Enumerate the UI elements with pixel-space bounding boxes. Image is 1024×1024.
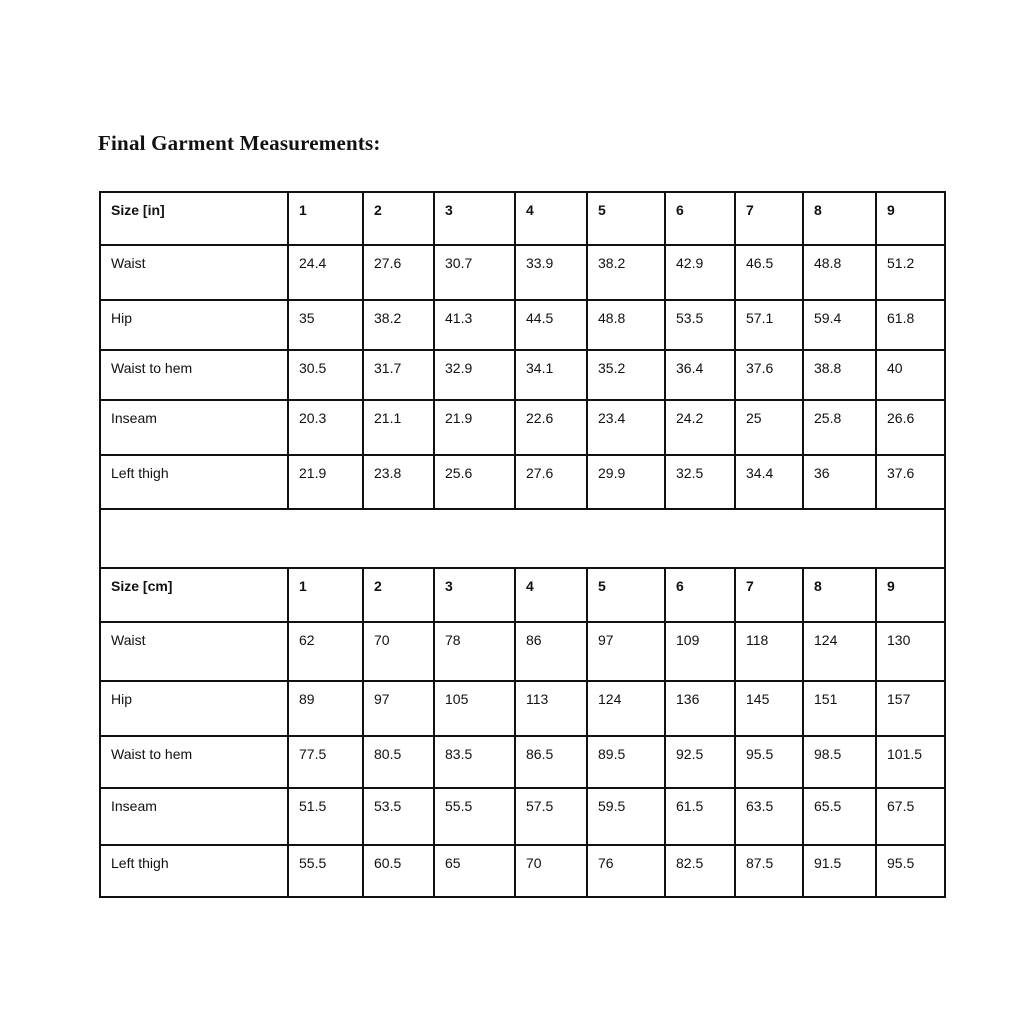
measurement-label: Hip <box>100 681 288 736</box>
measurement-value: 130 <box>876 622 945 681</box>
size-header-cell: 2 <box>363 568 434 622</box>
measurement-value: 136 <box>665 681 735 736</box>
measurement-value: 97 <box>587 622 665 681</box>
measurement-value: 86 <box>515 622 587 681</box>
measurement-value: 61.8 <box>876 300 945 350</box>
measurement-value: 27.6 <box>515 455 587 509</box>
measurement-value: 57.1 <box>735 300 803 350</box>
size-header-cell: 6 <box>665 192 735 245</box>
measurements-table <box>99 191 946 898</box>
measurement-label: Inseam <box>100 400 288 455</box>
measurement-value: 36 <box>803 455 876 509</box>
size-header-cell: 2 <box>363 192 434 245</box>
measurement-value: 53.5 <box>665 300 735 350</box>
measurement-value: 48.8 <box>803 245 876 300</box>
measurement-value: 61.5 <box>665 788 735 845</box>
measurement-value: 38.2 <box>587 245 665 300</box>
measurement-value: 55.5 <box>434 788 515 845</box>
size-header-cell: 4 <box>515 568 587 622</box>
measurement-value: 95.5 <box>735 736 803 788</box>
size-header-cell: 3 <box>434 192 515 245</box>
page-title: Final Garment Measurements: <box>98 131 381 155</box>
centimeters-table-row <box>100 681 945 736</box>
measurement-value: 21.9 <box>434 400 515 455</box>
measurement-label: Left thigh <box>100 455 288 509</box>
measurement-value: 25 <box>735 400 803 455</box>
measurement-value: 83.5 <box>434 736 515 788</box>
measurement-value: 145 <box>735 681 803 736</box>
measurement-value: 32.5 <box>665 455 735 509</box>
measurement-value: 157 <box>876 681 945 736</box>
size-header-cell: 5 <box>587 192 665 245</box>
measurement-value: 105 <box>434 681 515 736</box>
measurement-value: 65 <box>434 845 515 897</box>
measurement-value: 36.4 <box>665 350 735 400</box>
measurement-value: 124 <box>803 622 876 681</box>
measurement-value: 82.5 <box>665 845 735 897</box>
measurement-value: 24.4 <box>288 245 363 300</box>
measurement-value: 38.8 <box>803 350 876 400</box>
measurement-value: 86.5 <box>515 736 587 788</box>
measurement-value: 40 <box>876 350 945 400</box>
measurement-value: 48.8 <box>587 300 665 350</box>
measurement-value: 97 <box>363 681 434 736</box>
measurement-label: Inseam <box>100 788 288 845</box>
measurement-value: 25.8 <box>803 400 876 455</box>
size-header-cell: 1 <box>288 192 363 245</box>
measurement-value: 89 <box>288 681 363 736</box>
size-header-cell: 6 <box>665 568 735 622</box>
measurement-value: 91.5 <box>803 845 876 897</box>
inches-table-row <box>100 455 945 509</box>
centimeters-table-row <box>100 845 945 897</box>
measurement-value: 37.6 <box>735 350 803 400</box>
measurement-value: 109 <box>665 622 735 681</box>
measurement-value: 59.4 <box>803 300 876 350</box>
inches-table-row <box>100 245 945 300</box>
section-spacer <box>100 509 945 568</box>
measurement-value: 32.9 <box>434 350 515 400</box>
centimeters-table-row <box>100 622 945 681</box>
measurement-value: 101.5 <box>876 736 945 788</box>
measurement-value: 46.5 <box>735 245 803 300</box>
measurement-value: 62 <box>288 622 363 681</box>
measurement-value: 92.5 <box>665 736 735 788</box>
measurement-value: 51.5 <box>288 788 363 845</box>
inches-table-row <box>100 300 945 350</box>
measurement-value: 24.2 <box>665 400 735 455</box>
measurement-value: 35 <box>288 300 363 350</box>
measurement-value: 34.1 <box>515 350 587 400</box>
measurement-value: 23.8 <box>363 455 434 509</box>
measurement-value: 60.5 <box>363 845 434 897</box>
measurement-value: 30.7 <box>434 245 515 300</box>
size-header-cell: 7 <box>735 192 803 245</box>
measurement-value: 87.5 <box>735 845 803 897</box>
measurement-value: 25.6 <box>434 455 515 509</box>
measurement-value: 27.6 <box>363 245 434 300</box>
measurement-label: Waist to hem <box>100 350 288 400</box>
measurement-value: 89.5 <box>587 736 665 788</box>
measurement-value: 80.5 <box>363 736 434 788</box>
measurement-value: 65.5 <box>803 788 876 845</box>
measurement-value: 51.2 <box>876 245 945 300</box>
size-header-cell: 1 <box>288 568 363 622</box>
measurement-value: 70 <box>515 845 587 897</box>
measurement-value: 26.6 <box>876 400 945 455</box>
measurement-value: 21.1 <box>363 400 434 455</box>
measurement-value: 124 <box>587 681 665 736</box>
measurement-value: 98.5 <box>803 736 876 788</box>
measurement-value: 151 <box>803 681 876 736</box>
section-spacer-row <box>100 509 945 568</box>
size-header-cell: 9 <box>876 192 945 245</box>
size-header-cell: 8 <box>803 192 876 245</box>
measurement-value: 41.3 <box>434 300 515 350</box>
measurement-value: 38.2 <box>363 300 434 350</box>
measurement-value: 29.9 <box>587 455 665 509</box>
measurement-value: 44.5 <box>515 300 587 350</box>
measurement-value: 35.2 <box>587 350 665 400</box>
measurement-value: 78 <box>434 622 515 681</box>
size-header-cell: 3 <box>434 568 515 622</box>
measurement-value: 77.5 <box>288 736 363 788</box>
measurement-label: Waist <box>100 245 288 300</box>
measurement-value: 70 <box>363 622 434 681</box>
size-header-cell: 9 <box>876 568 945 622</box>
measurement-value: 37.6 <box>876 455 945 509</box>
measurement-value: 34.4 <box>735 455 803 509</box>
measurement-value: 30.5 <box>288 350 363 400</box>
measurement-value: 113 <box>515 681 587 736</box>
measurement-value: 33.9 <box>515 245 587 300</box>
measurement-value: 31.7 <box>363 350 434 400</box>
measurement-value: 63.5 <box>735 788 803 845</box>
centimeters-table-row <box>100 736 945 788</box>
measurement-value: 22.6 <box>515 400 587 455</box>
measurement-label: Hip <box>100 300 288 350</box>
size-unit-label: Size [cm] <box>100 568 288 622</box>
measurement-value: 59.5 <box>587 788 665 845</box>
measurement-value: 76 <box>587 845 665 897</box>
measurement-value: 118 <box>735 622 803 681</box>
size-unit-label: Size [in] <box>100 192 288 245</box>
measurement-value: 67.5 <box>876 788 945 845</box>
measurement-label: Waist <box>100 622 288 681</box>
measurement-value: 21.9 <box>288 455 363 509</box>
centimeters-table-row <box>100 788 945 845</box>
inches-table-row <box>100 400 945 455</box>
measurement-value: 95.5 <box>876 845 945 897</box>
measurement-value: 57.5 <box>515 788 587 845</box>
size-header-cell: 7 <box>735 568 803 622</box>
centimeters-header-row <box>100 568 945 622</box>
measurement-label: Waist to hem <box>100 736 288 788</box>
measurement-value: 53.5 <box>363 788 434 845</box>
measurement-value: 20.3 <box>288 400 363 455</box>
measurement-value: 42.9 <box>665 245 735 300</box>
size-header-cell: 8 <box>803 568 876 622</box>
size-header-cell: 5 <box>587 568 665 622</box>
inches-table-row <box>100 350 945 400</box>
measurement-value: 23.4 <box>587 400 665 455</box>
size-header-cell: 4 <box>515 192 587 245</box>
measurement-label: Left thigh <box>100 845 288 897</box>
measurement-value: 55.5 <box>288 845 363 897</box>
inches-header-row <box>100 192 945 245</box>
